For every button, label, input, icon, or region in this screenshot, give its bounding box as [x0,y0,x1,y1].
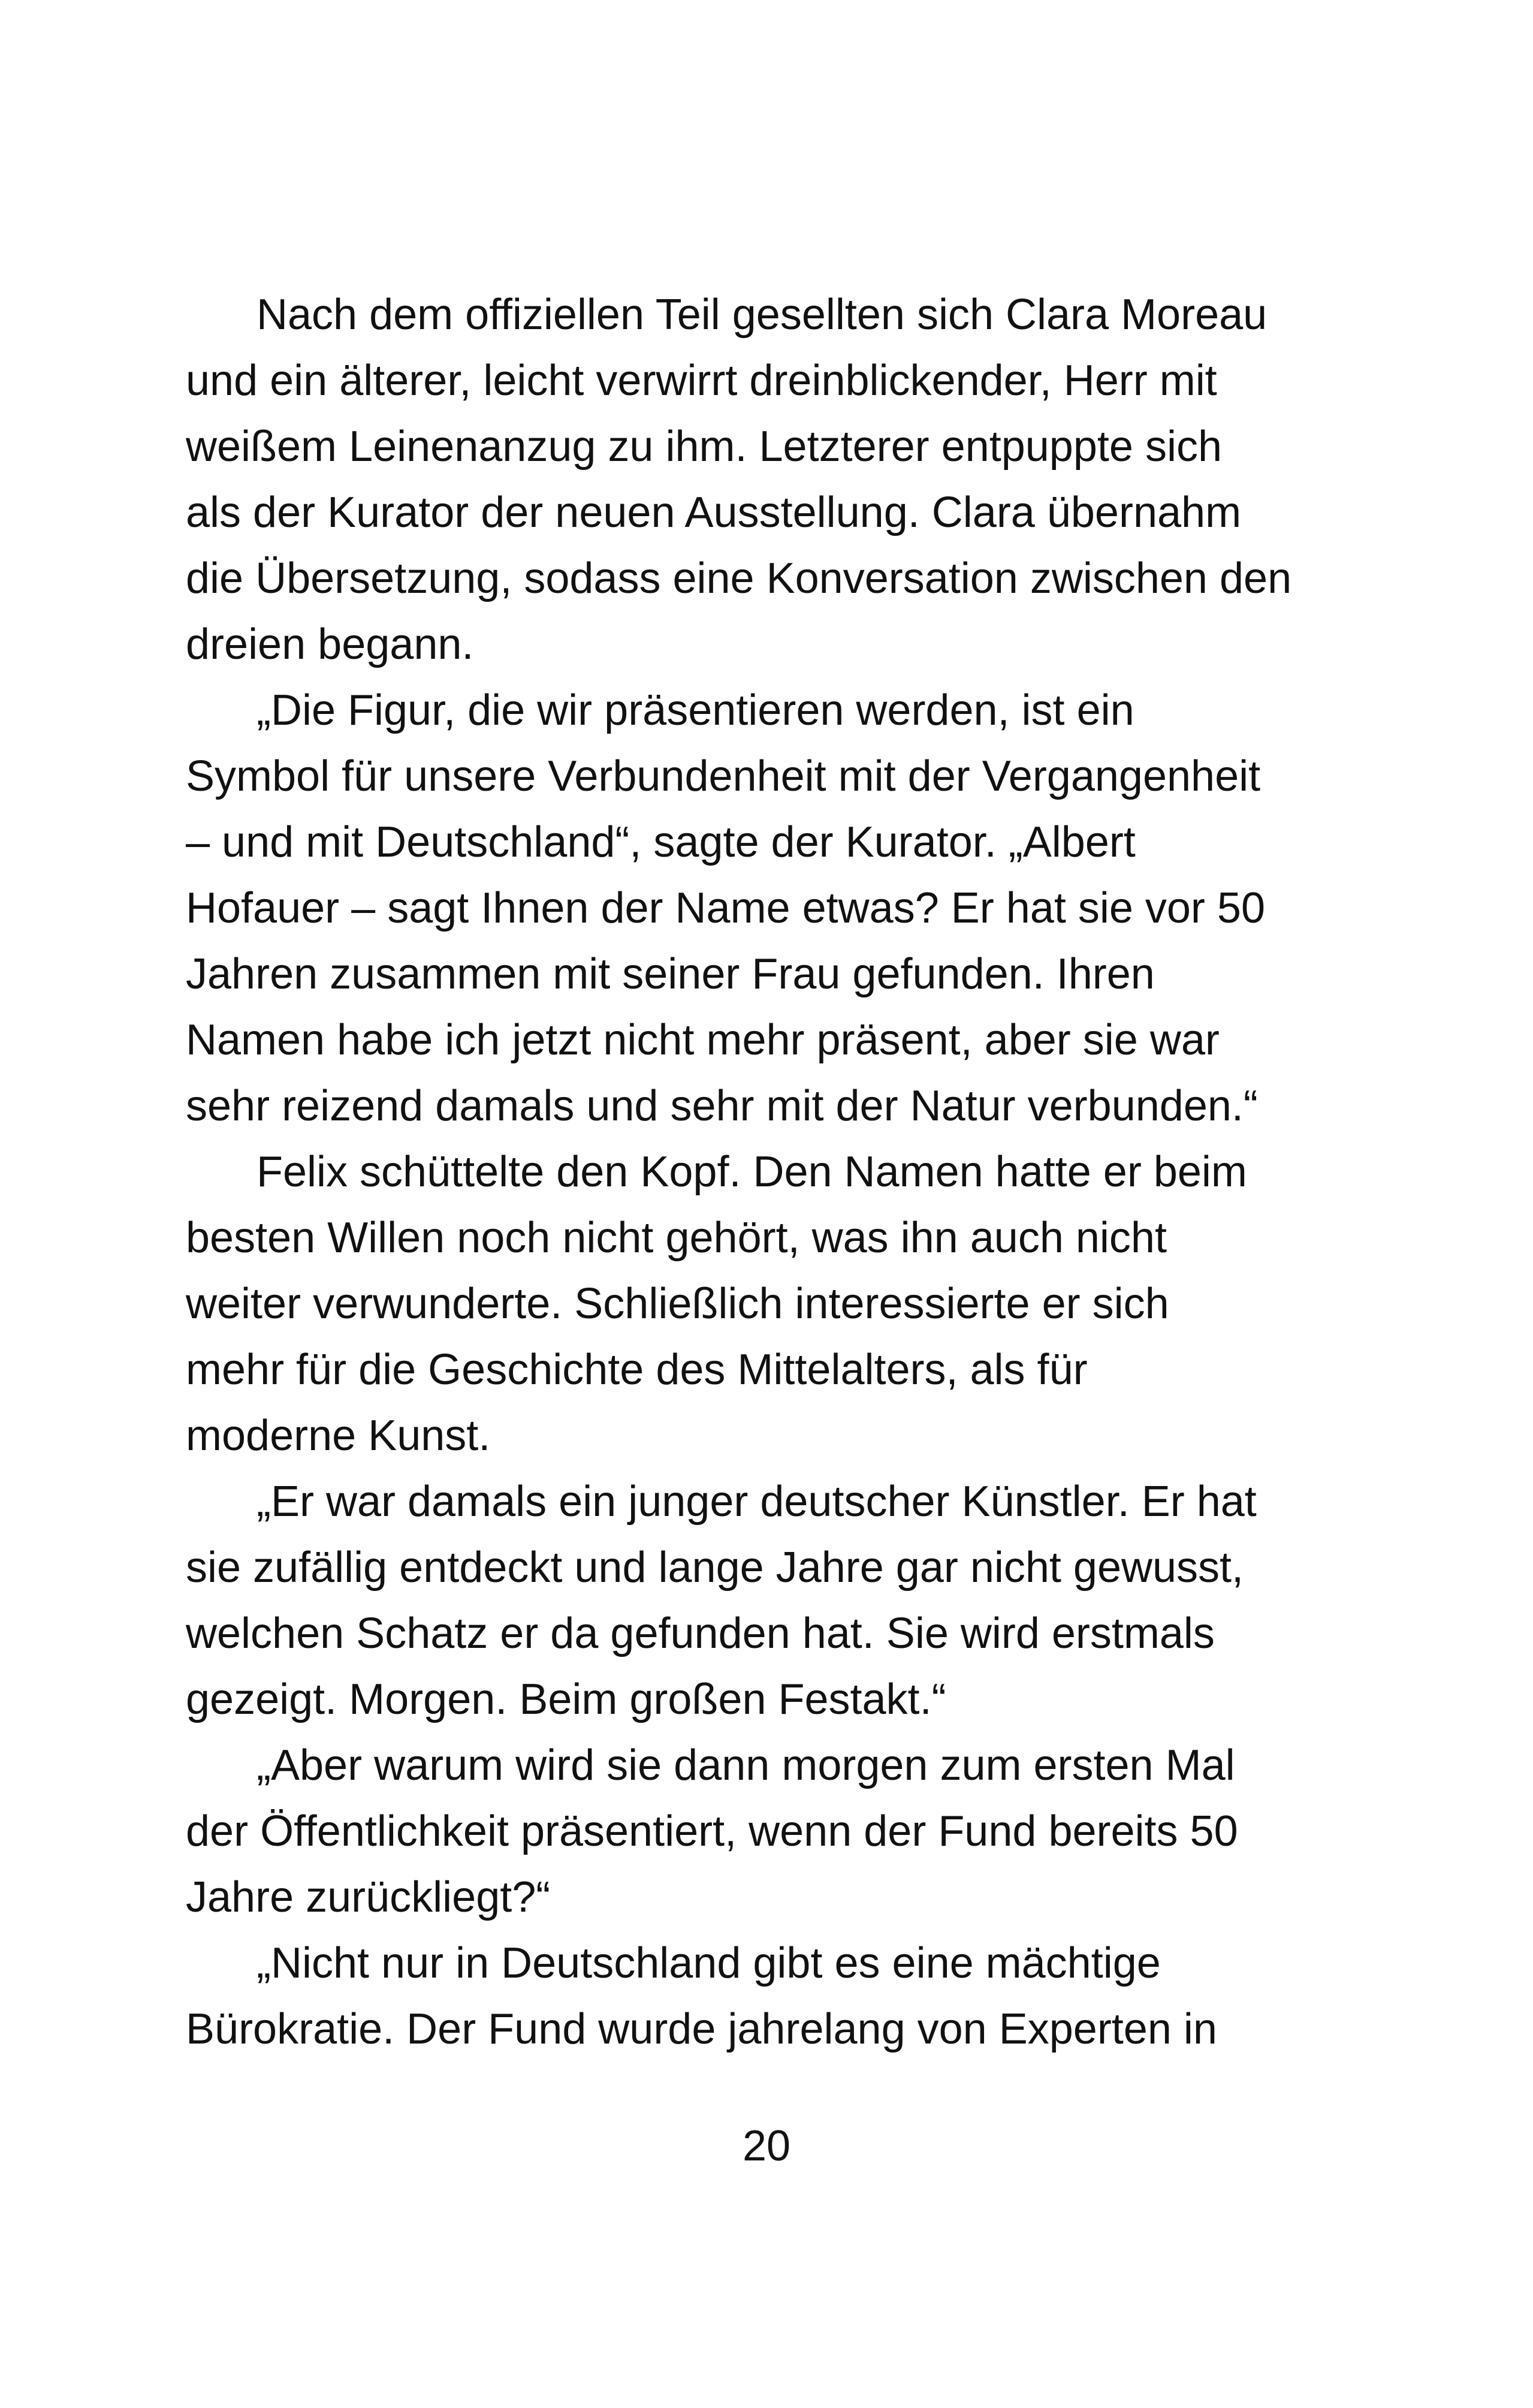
paragraph-6: „Nicht nur in Deutschland gibt es eine mächtige Bürokratie. Der Fund wurde jahrelang von Experten in [186,1939,1217,2053]
paragraph-3: Felix schüttelte den Kopf. Den Namen hatte er beim besten Willen noch nicht gehört, was ihn auch nicht weiter verwunderte. Schließlich interessierte er sich mehr für die Geschichte des Mittelalters, als für moderne Kunst. [186,1148,1247,1460]
paragraph-2: „Die Figur, die wir präsentieren werden, ist ein Symbol für unsere Verbundenheit mit der Vergangenheit – und mit Deutschland“, sagte der Kurator. „Albert Hofauer – sagt Ihnen der Name etwas? Er hat sie vor 50 Jahren zusammen mit seiner Frau gefunden. Ihren Namen habe ich jetzt nicht mehr präsent, aber sie war sehr reizend damals und sehr mit der Natur verbunden.“ [186,686,1265,1130]
paragraph-5: „Aber warum wird sie dann morgen zum ersten Mal der Öffentlichkeit präsentiert, wenn der Fund bereits 50 Jahre zurückliegt?“ [186,1741,1238,1921]
body-text [186,282,1354,2062]
paragraph-1: Nach dem offiziellen Teil gesellten sich Clara Moreau und ein älterer, leicht verwirrt dreinblickender, Herr mit weißem Leinenanzug zu ihm. Letzterer entpuppte sich als der Kurator der neuen Ausstellung. Clara übernahm die Übersetzung, sodass eine Konversation zwischen den dreien begann. [186,291,1292,668]
page-number: 20 [742,2122,791,2170]
paragraph-4: „Er war damals ein junger deutscher Künstler. Er hat sie zufällig entdeckt und lange Jahre gar nicht gewusst, welchen Schatz er da gefunden hat. Sie wird erstmals gezeigt. Morgen. Beim großen Festakt.“ [186,1478,1257,1723]
